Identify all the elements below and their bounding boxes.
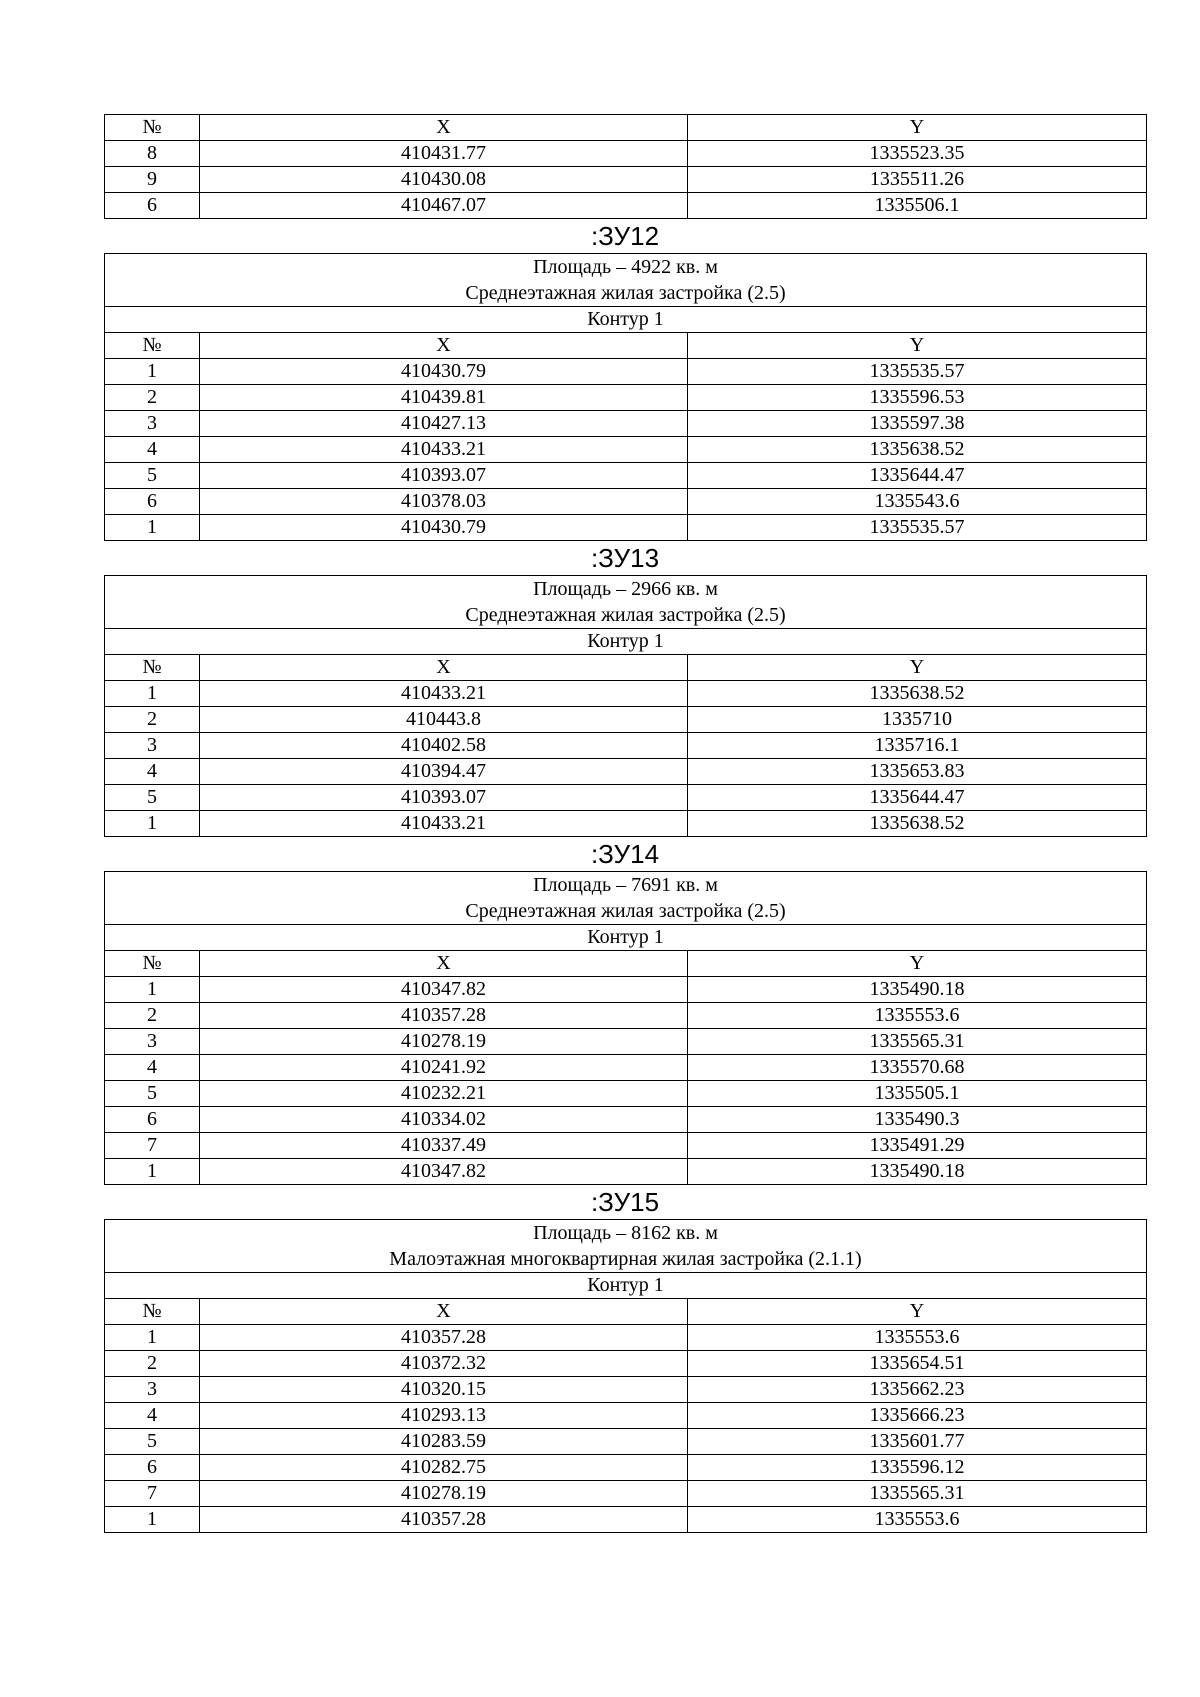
table-row: [105, 1481, 1147, 1507]
coord-y: 1335490.18: [688, 1159, 1147, 1185]
table-row: [105, 1403, 1147, 1429]
coord-y: 1335565.31: [688, 1029, 1147, 1055]
table-row: [105, 1133, 1147, 1159]
contour-row: [105, 629, 1147, 655]
coord-x: 410430.08: [200, 167, 688, 193]
table-row: [105, 515, 1147, 541]
point-number: 1: [105, 681, 200, 707]
point-number: 7: [105, 1133, 200, 1159]
point-number: 1: [105, 515, 200, 541]
table-row: [105, 1507, 1147, 1533]
point-number: 4: [105, 1403, 200, 1429]
point-number: 1: [105, 811, 200, 837]
point-number: 2: [105, 385, 200, 411]
plot-land-use: Среднеэтажная жилая застройка (2.5): [465, 900, 786, 922]
coord-x: 410443.8: [200, 707, 688, 733]
plot-info: [105, 872, 1147, 925]
coord-x: 410433.21: [200, 437, 688, 463]
point-number: 7: [105, 1481, 200, 1507]
plot-info-row: [105, 872, 1147, 925]
contour-row: [105, 1273, 1147, 1299]
coord-x: 410430.79: [200, 359, 688, 385]
coord-x: 410283.59: [200, 1429, 688, 1455]
contour-label: Контур 1: [105, 307, 1147, 333]
table-row: [105, 193, 1147, 219]
coord-x: 410433.21: [200, 811, 688, 837]
header-row: [105, 333, 1147, 359]
coord-y: 1335654.51: [688, 1351, 1147, 1377]
point-number: 5: [105, 1429, 200, 1455]
table-row: [105, 811, 1147, 837]
point-number: 4: [105, 437, 200, 463]
table-row: [105, 977, 1147, 1003]
plot-area: Площадь – 2966 кв. м: [533, 578, 718, 600]
coord-x: 410282.75: [200, 1455, 688, 1481]
col-header-y: Y: [688, 115, 1147, 141]
header-row: [105, 951, 1147, 977]
coordinates-table: [104, 871, 1147, 1185]
plot-land-use: Среднеэтажная жилая застройка (2.5): [465, 282, 786, 304]
coord-x: 410347.82: [200, 1159, 688, 1185]
plot-area: Площадь – 7691 кв. м: [533, 874, 718, 896]
point-number: 2: [105, 707, 200, 733]
coord-x: 410378.03: [200, 489, 688, 515]
table-row: [105, 1081, 1147, 1107]
table-row: [105, 463, 1147, 489]
col-header-y: Y: [688, 1299, 1147, 1325]
contour-label: Контур 1: [105, 629, 1147, 655]
coord-y: 1335491.29: [688, 1133, 1147, 1159]
coord-y: 1335597.38: [688, 411, 1147, 437]
coord-y: 1335666.23: [688, 1403, 1147, 1429]
coordinates-table: [104, 575, 1147, 837]
table-row: [105, 359, 1147, 385]
point-number: 3: [105, 411, 200, 437]
plots-container: [104, 219, 1146, 1533]
plot-info-row: [105, 254, 1147, 307]
coord-x: 410293.13: [200, 1403, 688, 1429]
coordinates-table: [104, 253, 1147, 541]
point-number: 1: [105, 1159, 200, 1185]
point-number: 1: [105, 1325, 200, 1351]
col-header-y: Y: [688, 333, 1147, 359]
plot-info-row: [105, 1220, 1147, 1273]
coord-x: 410337.49: [200, 1133, 688, 1159]
coord-y: 1335543.6: [688, 489, 1147, 515]
plot-land-use: Малоэтажная многоквартирная жилая застройка (2.1.1): [389, 1248, 862, 1270]
point-number: 5: [105, 1081, 200, 1107]
coord-y: 1335490.3: [688, 1107, 1147, 1133]
table-row: [105, 785, 1147, 811]
coord-y: 1335662.23: [688, 1377, 1147, 1403]
coord-x: 410393.07: [200, 785, 688, 811]
coord-y: 1335638.52: [688, 681, 1147, 707]
table-row: [105, 733, 1147, 759]
col-header-no: №: [105, 1299, 200, 1325]
col-header-y: Y: [688, 655, 1147, 681]
point-number: 1: [105, 359, 200, 385]
coord-x: 410357.28: [200, 1507, 688, 1533]
point-number: 3: [105, 1029, 200, 1055]
coord-y: 1335565.31: [688, 1481, 1147, 1507]
col-header-x: X: [200, 333, 688, 359]
point-number: 9: [105, 167, 200, 193]
table-row: [105, 759, 1147, 785]
coord-x: 410347.82: [200, 977, 688, 1003]
coord-x: 410278.19: [200, 1029, 688, 1055]
point-number: 6: [105, 193, 200, 219]
header-row: [105, 655, 1147, 681]
col-header-x: X: [200, 1299, 688, 1325]
coord-x: 410467.07: [200, 193, 688, 219]
document-page: [104, 114, 1146, 1533]
coord-y: 1335653.83: [688, 759, 1147, 785]
contour-row: [105, 925, 1147, 951]
coord-y: 1335644.47: [688, 463, 1147, 489]
col-header-no: №: [105, 951, 200, 977]
table-row: [105, 1351, 1147, 1377]
table-row: [105, 707, 1147, 733]
table-row: [105, 141, 1147, 167]
coord-y: 1335535.57: [688, 515, 1147, 541]
point-number: 3: [105, 733, 200, 759]
col-header-no: №: [105, 333, 200, 359]
plot-info: [105, 1220, 1147, 1273]
point-number: 8: [105, 141, 200, 167]
plot-title: :ЗУ15: [590, 1187, 660, 1217]
plot-area: Площадь – 4922 кв. м: [533, 256, 718, 278]
plot-info: [105, 254, 1147, 307]
plot-title: :ЗУ14: [590, 839, 660, 869]
coord-y: 1335638.52: [688, 811, 1147, 837]
coord-y: 1335570.68: [688, 1055, 1147, 1081]
coord-x: 410334.02: [200, 1107, 688, 1133]
coord-x: 410431.77: [200, 141, 688, 167]
col-header-no: №: [105, 655, 200, 681]
plot-info-row: [105, 576, 1147, 629]
plot-info: [105, 576, 1147, 629]
coord-x: 410439.81: [200, 385, 688, 411]
contour-label: Контур 1: [105, 925, 1147, 951]
table-row: [105, 385, 1147, 411]
point-number: 5: [105, 785, 200, 811]
coord-x: 410357.28: [200, 1003, 688, 1029]
coord-x: 410402.58: [200, 733, 688, 759]
coord-y: 1335523.35: [688, 141, 1147, 167]
coord-y: 1335535.57: [688, 359, 1147, 385]
point-number: 4: [105, 1055, 200, 1081]
table-row: [105, 1159, 1147, 1185]
table-row: [105, 1107, 1147, 1133]
col-header-no: №: [105, 115, 200, 141]
plot-area: Площадь – 8162 кв. м: [533, 1222, 718, 1244]
table-row: [105, 1455, 1147, 1481]
coord-y: 1335490.18: [688, 977, 1147, 1003]
plot-title: :ЗУ12: [590, 221, 660, 251]
coord-y: 1335716.1: [688, 733, 1147, 759]
contour-label: Контур 1: [105, 1273, 1147, 1299]
coord-x: 410357.28: [200, 1325, 688, 1351]
table-row: [105, 1377, 1147, 1403]
point-number: 4: [105, 759, 200, 785]
coord-x: 410430.79: [200, 515, 688, 541]
header-row: [105, 115, 1147, 141]
coord-x: 410320.15: [200, 1377, 688, 1403]
point-number: 6: [105, 1107, 200, 1133]
coord-y: 1335644.47: [688, 785, 1147, 811]
point-number: 1: [105, 1507, 200, 1533]
coord-y: 1335553.6: [688, 1507, 1147, 1533]
coord-y: 1335506.1: [688, 193, 1147, 219]
coord-x: 410394.47: [200, 759, 688, 785]
continuation-table: [104, 114, 1147, 219]
coord-y: 1335638.52: [688, 437, 1147, 463]
point-number: 2: [105, 1003, 200, 1029]
coord-y: 1335511.26: [688, 167, 1147, 193]
coord-x: 410372.32: [200, 1351, 688, 1377]
coord-y: 1335601.77: [688, 1429, 1147, 1455]
coord-x: 410427.13: [200, 411, 688, 437]
plot-title: :ЗУ13: [590, 543, 660, 573]
coord-x: 410232.21: [200, 1081, 688, 1107]
point-number: 6: [105, 1455, 200, 1481]
coord-y: 1335596.53: [688, 385, 1147, 411]
table-row: [105, 681, 1147, 707]
table-row: [105, 1325, 1147, 1351]
coord-x: 410241.92: [200, 1055, 688, 1081]
table-row: [105, 489, 1147, 515]
point-number: 5: [105, 463, 200, 489]
table-row: [105, 1429, 1147, 1455]
col-header-x: X: [200, 115, 688, 141]
table-row: [105, 167, 1147, 193]
plot-land-use: Среднеэтажная жилая застройка (2.5): [465, 604, 786, 626]
col-header-y: Y: [688, 951, 1147, 977]
col-header-x: X: [200, 655, 688, 681]
contour-row: [105, 307, 1147, 333]
coord-y: 1335553.6: [688, 1003, 1147, 1029]
table-row: [105, 1003, 1147, 1029]
table-row: [105, 1029, 1147, 1055]
coord-x: 410393.07: [200, 463, 688, 489]
coord-x: 410433.21: [200, 681, 688, 707]
coordinates-table: [104, 1219, 1147, 1533]
point-number: 3: [105, 1377, 200, 1403]
table-row: [105, 437, 1147, 463]
coord-y: 1335710: [688, 707, 1147, 733]
point-number: 2: [105, 1351, 200, 1377]
header-row: [105, 1299, 1147, 1325]
coord-y: 1335505.1: [688, 1081, 1147, 1107]
coord-x: 410278.19: [200, 1481, 688, 1507]
point-number: 1: [105, 977, 200, 1003]
point-number: 6: [105, 489, 200, 515]
coord-y: 1335553.6: [688, 1325, 1147, 1351]
col-header-x: X: [200, 951, 688, 977]
coord-y: 1335596.12: [688, 1455, 1147, 1481]
table-row: [105, 1055, 1147, 1081]
table-row: [105, 411, 1147, 437]
